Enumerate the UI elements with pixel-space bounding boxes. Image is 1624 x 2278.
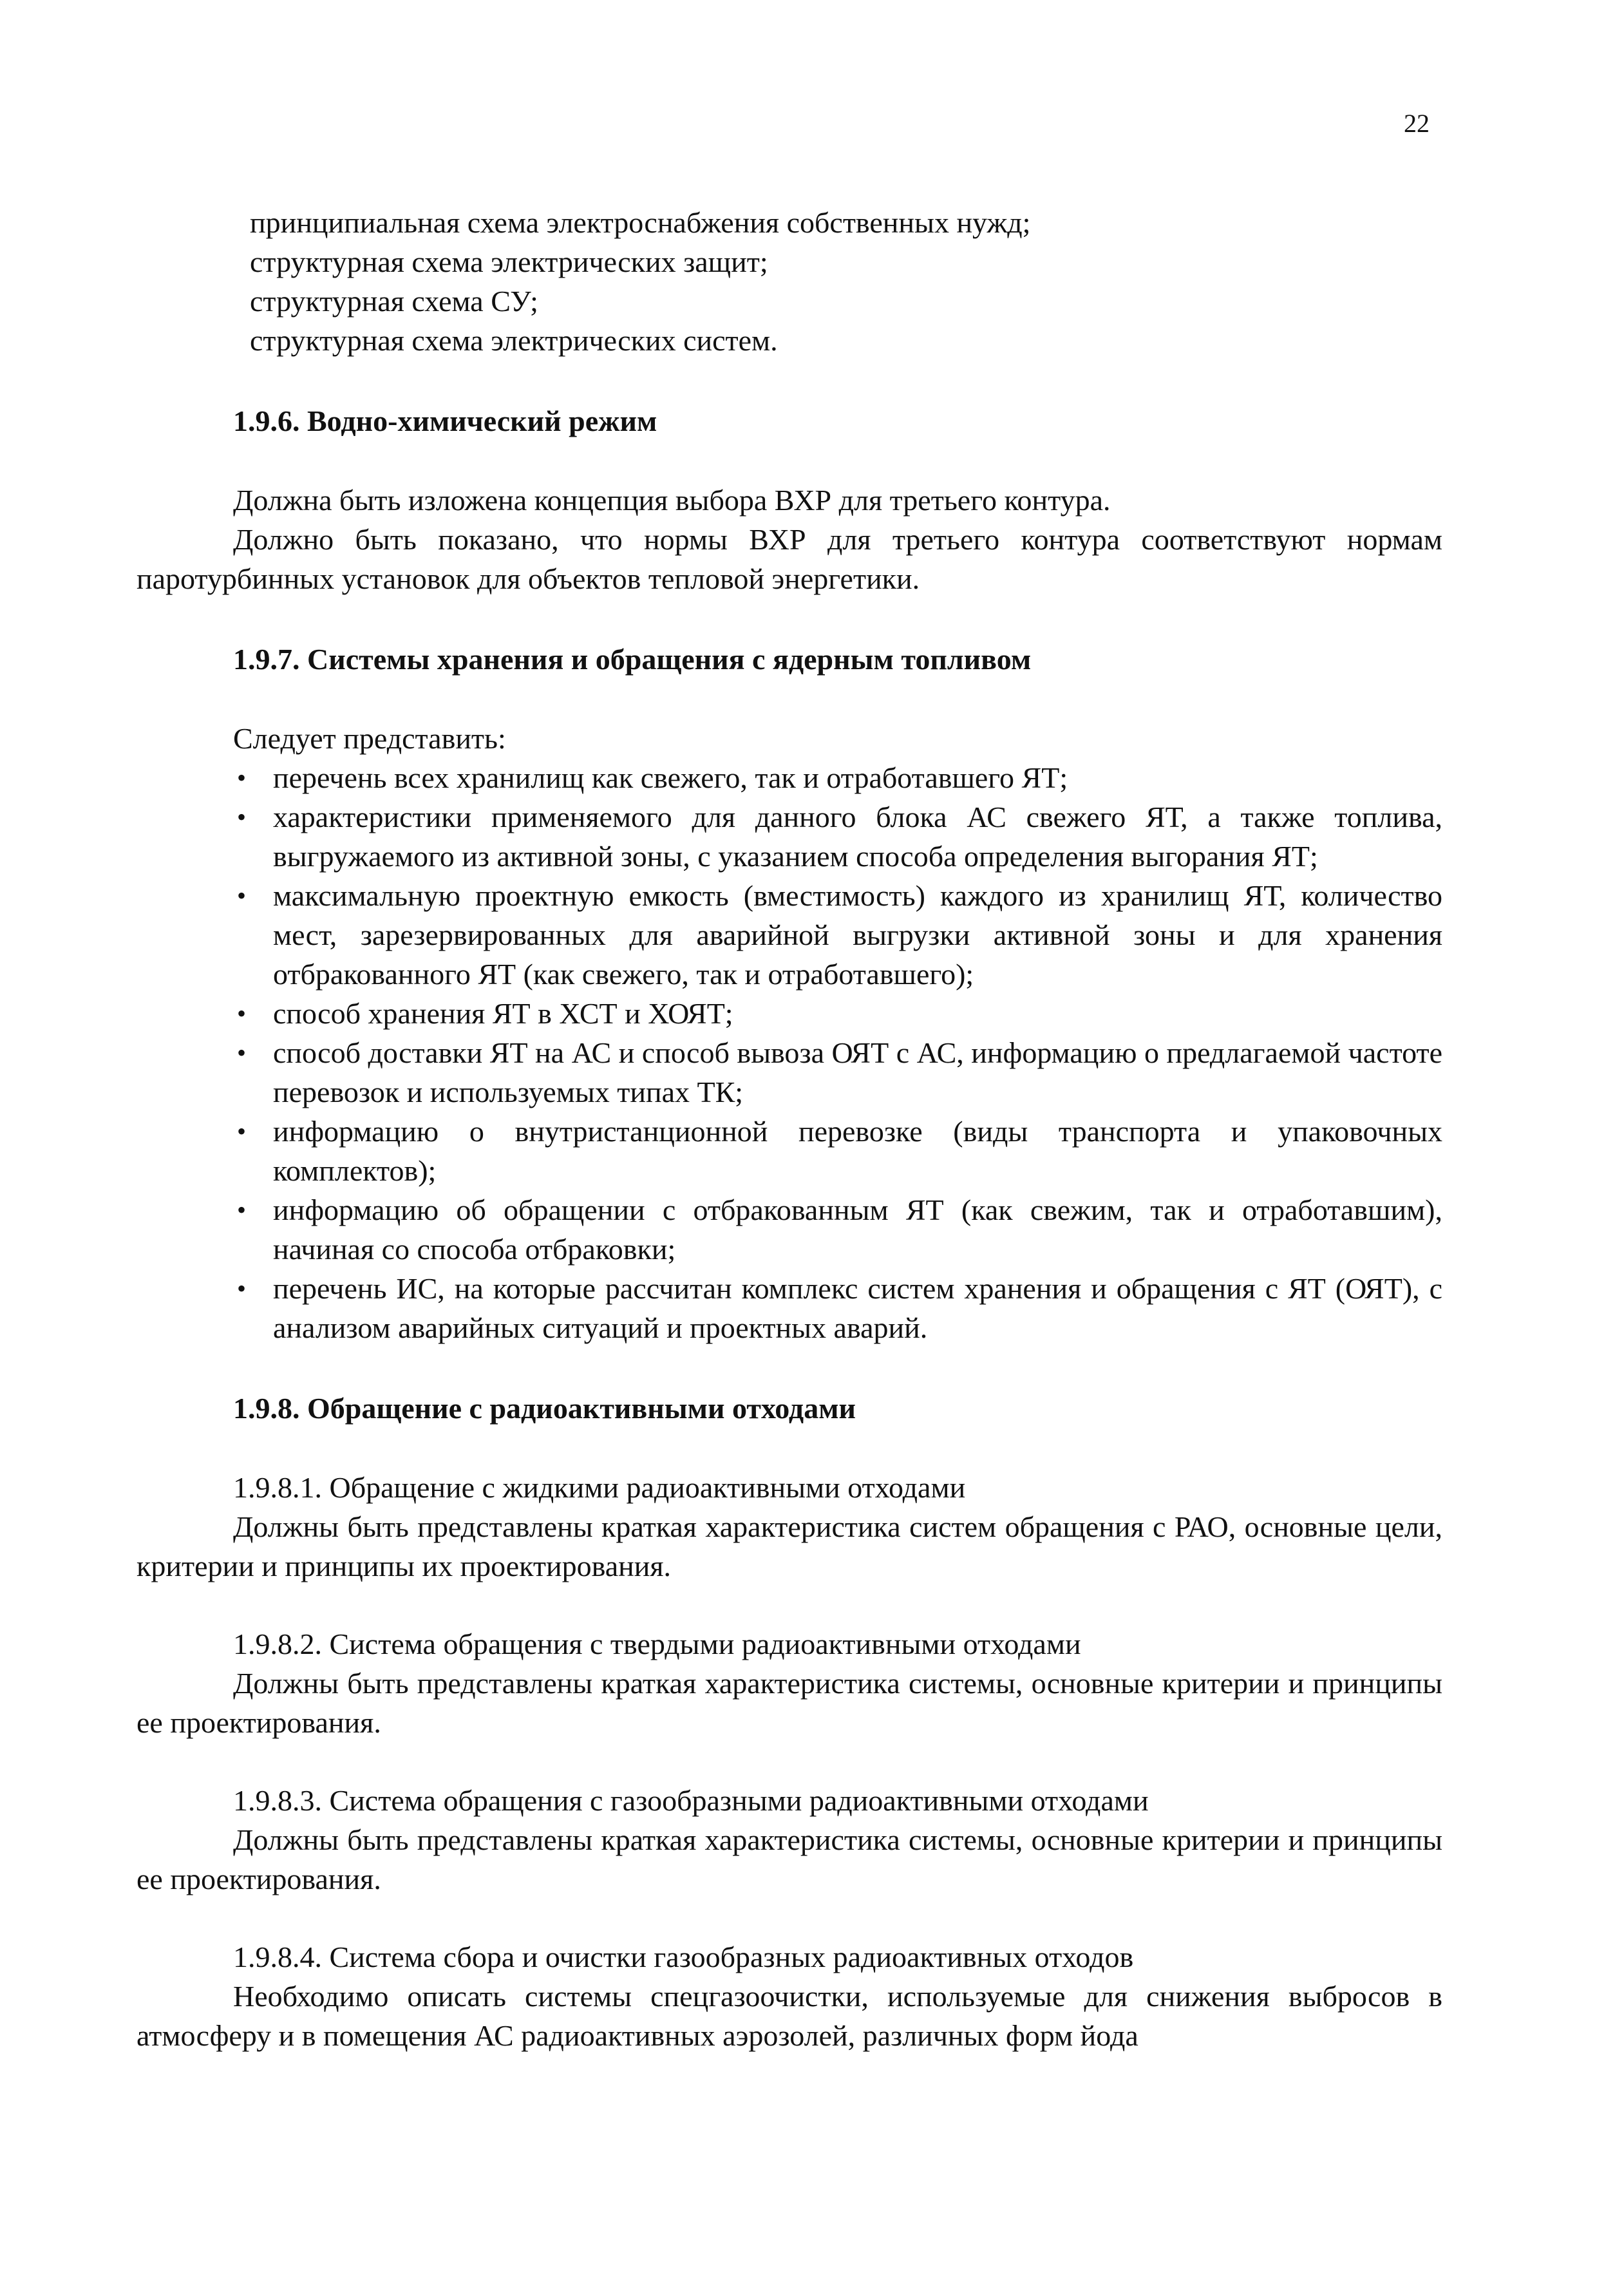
list-item: • информацию об обращении с отбракованным ЯТ (как свежим, так и отработавшим), начиная со способа отбраковки; <box>233 1190 1442 1269</box>
paragraph: Должно быть показано, что нормы ВХР для третьего контура соответствуют нормам паротурбинных установок для объектов тепловой энергетики. <box>137 523 1442 595</box>
list-item: • способ доставки ЯТ на АС и способ вывоза ОЯТ с АС, информацию о предлагаемой частоте перевозок и используемых типах ТК; <box>233 1033 1442 1112</box>
list-item: • максимальную проектную емкость (вместимость) каждого из хранилищ ЯТ, количество мест, зарезервированных для аварийной выгрузки активной зоны и для хранения отбракованного ЯТ (как свежего, так и отработавшего); <box>233 876 1442 994</box>
section-heading-1-9-8: 1.9.8. Обращение с радиоактивными отходами <box>233 1392 856 1425</box>
subsection-title: 1.9.8.2. Система обращения с твердыми радиоактивными отходами <box>233 1628 1081 1660</box>
paragraph: Должны быть представлены краткая характеристика системы, основные критерии и принципы ее проектирования. <box>137 1667 1442 1739</box>
bullet-icon: • <box>237 1195 247 1224</box>
list-item: • перечень ИС, на которые рассчитан комплекс систем хранения и обращения с ЯТ (ОЯТ), с анализом аварийных ситуаций и проектных аварий. <box>233 1269 1442 1347</box>
list-item: • способ хранения ЯТ в ХСТ и ХОЯТ; <box>233 994 1442 1033</box>
paragraph: Должны быть представлены краткая характеристика систем обращения с РАО, основные цели, критерии и принципы их проектирования. <box>137 1510 1442 1582</box>
paragraph: Должна быть изложена концепция выбора ВХР для третьего контура. <box>233 484 1111 517</box>
intro-list <box>137 203 1442 360</box>
paragraph: Необходимо описать системы спецгазоочистки, используемые для снижения выбросов в атмосферу и в помещения АС радиоактивных аэрозолей, различных форм йода <box>137 1980 1442 2052</box>
paragraph-lead: Следует представить: <box>233 722 506 755</box>
intro-item: структурная схема электрических защит; <box>250 245 768 278</box>
bullet-icon: • <box>237 763 247 792</box>
list-item: • характеристики применяемого для данного блока АС свежего ЯТ, а также топлива, выгружаемого из активной зоны, с указанием способа определения выгорания ЯТ; <box>233 797 1442 876</box>
bullet-icon: • <box>237 1117 247 1146</box>
bullet-icon: • <box>237 802 247 831</box>
paragraph: Должны быть представлены краткая характеристика системы, основные критерии и принципы ее проектирования. <box>137 1823 1442 1895</box>
subsection-title: 1.9.8.4. Система сбора и очистки газообразных радиоактивных отходов <box>233 1941 1134 1973</box>
intro-item: принципиальная схема электроснабжения собственных нужд; <box>250 206 1031 239</box>
bullet-icon: • <box>237 999 247 1028</box>
section-heading-1-9-6: 1.9.6. Водно-химический режим <box>233 404 657 437</box>
bullet-icon: • <box>237 881 247 910</box>
subsection-title: 1.9.8.1. Обращение с жидкими радиоактивными отходами <box>233 1471 966 1504</box>
bullet-list <box>137 758 1442 1347</box>
section-heading-1-9-7: 1.9.7. Системы хранения и обращения с ядерным топливом <box>233 643 1032 676</box>
page-number: 22 <box>1404 109 1430 138</box>
bullet-icon: • <box>237 1038 247 1067</box>
bullet-icon: • <box>237 1274 247 1303</box>
intro-item: структурная схема электрических систем. <box>250 324 778 357</box>
intro-item: структурная схема СУ; <box>250 285 538 318</box>
list-item: • перечень всех хранилищ как свежего, так и отработавшего ЯТ; <box>233 758 1442 797</box>
list-item: • информацию о внутристанционной перевозке (виды транспорта и упаковочных комплектов); <box>233 1112 1442 1190</box>
page-content <box>137 203 1442 2055</box>
subsection-title: 1.9.8.3. Система обращения с газообразными радиоактивными отходами <box>233 1784 1149 1817</box>
